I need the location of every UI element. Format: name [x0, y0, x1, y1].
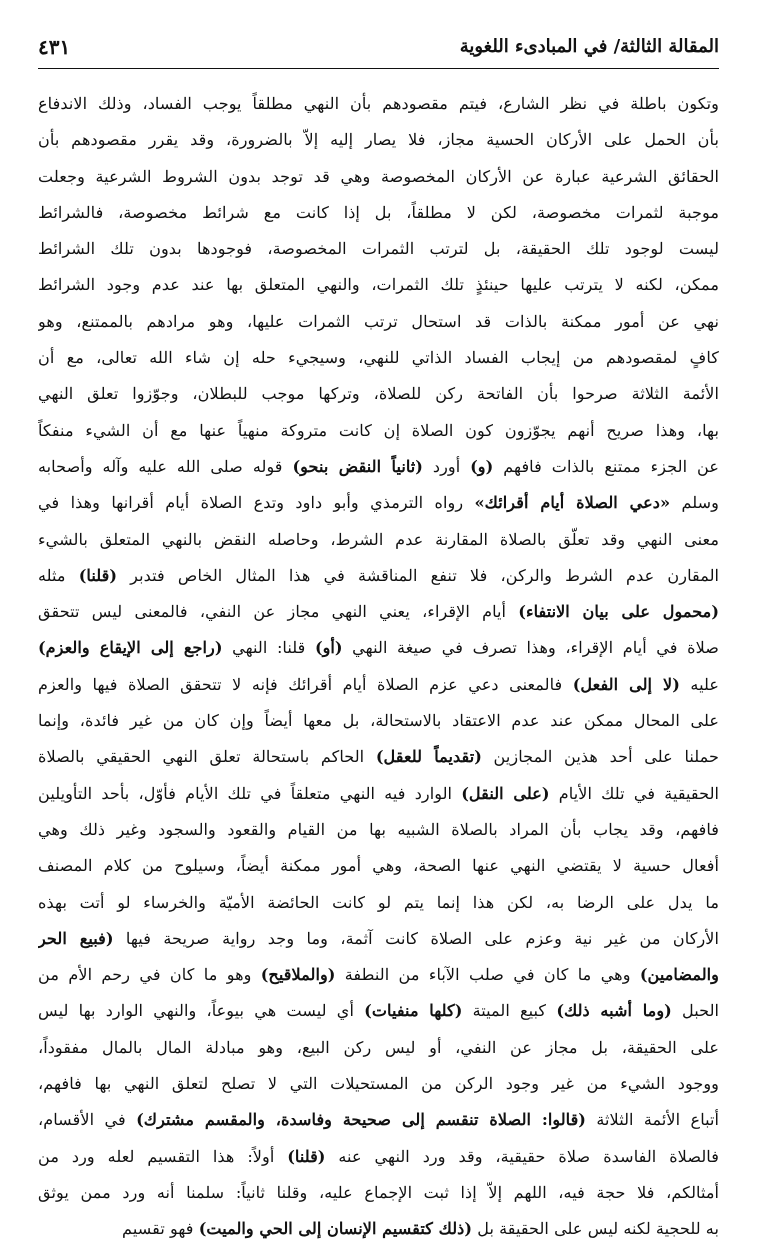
text-line: [38, 522, 719, 558]
bold-text-segment: (قالوا: الصلاة تنقسم إلى صحيحة وفاسدة، والمقسم مشترك): [136, 1110, 586, 1130]
text-segment: بأن الحمل على الأركان الحسية مجاز، فلا يصار إليه إلاّ بالضرورة، وقد يقرر مقصودهم بأن: [38, 130, 719, 150]
text-segment: فافهم، وقد يجاب بأن المراد بالصلاة الشبيه بها من القيام والقعود والسجود وغير ذلك وهي: [38, 819, 719, 839]
text-segment: وسلم: [670, 493, 719, 513]
text-line: [38, 594, 719, 630]
text-segment: في الأقسام،: [38, 1110, 137, 1130]
text-segment: الحاكم باستحالة تعلق النهي الحقيقي بالصلاة: [38, 747, 376, 767]
text-segment: صلاة في أيام الإقراء، وهذا تصرف في صيغة النهي: [342, 638, 719, 658]
text-line: [38, 122, 719, 158]
text-line: [38, 1139, 719, 1175]
text-segment: حملنا على أحد هذين المجازين: [481, 747, 719, 767]
text-line: [38, 413, 719, 449]
text-segment: فالمعنى دعي عزم الصلاة أيام أقرائك فإنه لا تتحقق الصلاة فيها والعزم: [38, 674, 573, 694]
bold-text-segment: (وما أشبه ذلك): [556, 1001, 672, 1021]
page-number: ٤٣١: [38, 35, 71, 59]
text-line: [38, 957, 719, 993]
text-segment: مثله: [38, 565, 79, 585]
text-segment: ما يدل على الرضا به، لكن هذا إنما يتم لو كانت الحائضة الأميّة والخرساء لو أتت بهذه: [38, 892, 719, 912]
text-line: [38, 304, 719, 340]
bold-text-segment: (قلنا): [78, 565, 117, 585]
text-line: [38, 776, 719, 812]
bold-text-segment: (والملاقيح): [260, 965, 336, 985]
text-segment: قلنا: النهي: [222, 638, 315, 658]
text-line: [38, 86, 719, 122]
text-segment: وتكون باطلة في نظر الشارع، فيتم مقصودهم بأن النهي مطلقاً يوجب الفساد، وذلك الاندفاع: [38, 94, 719, 113]
text-line: [38, 703, 719, 739]
text-segment: الحقيقية في تلك الأيام: [549, 783, 719, 803]
text-line: [38, 1030, 719, 1066]
text-segment: الحبل: [671, 1001, 719, 1021]
bold-text-segment: (لا إلى الفعل): [572, 674, 680, 694]
bold-text-segment: (قلنا): [287, 1146, 326, 1166]
bold-text-segment: (كلها منفيات): [364, 1001, 463, 1021]
text-segment: فالصلاة الفاسدة صلاة حقيقية، وقد ورد النهي عنه: [325, 1146, 719, 1166]
text-segment: ووجود الشيء من غير وجود الركن من المستحيلات التي لا تصلح لتعلق النهي بها فافهم،: [38, 1074, 719, 1094]
text-segment: على المحال ممكن عند عدم الاعتقاد بالاستحالة، بل معها أيضاً وإن كان من غير فائدة، وإنما: [38, 711, 719, 731]
text-segment: وهي ما كان في صلب الآباء من النطفة: [335, 965, 640, 985]
text-segment: بها، وهذا صريح أنهم يجوّزون كون الصلاة إن كانت متروكة منهياً عنها مع أن الشيء منفكاً: [38, 420, 719, 440]
text-segment: المقارن عدم الشرط والركن، فلا تنفع المناقشة في هذا المثال الخاص فتدبر: [117, 565, 719, 585]
bold-text-segment: (ثانياً النقض بنحو): [292, 456, 423, 476]
text-segment: الأركان من غير نية وعزم على الصلاة كانت آثمة، وما وجد رواية صريحة فيها: [113, 928, 719, 948]
bold-text-segment: والمضامين): [639, 965, 719, 985]
bold-text-segment: (و): [470, 456, 494, 476]
text-segment: موجبة لثمرات مخصوصة، لكن لا مطلقاً، بل إذا كانت مع شرائط مخصوصة، فالشرائط: [38, 202, 719, 222]
bold-text-segment: «دعي الصلاة أيام أقرائك»: [474, 493, 671, 513]
text-line: [38, 921, 719, 957]
text-segment: أي ليست هي بيوعاً، والنهي الوارد بها ليس: [38, 1001, 365, 1021]
text-segment: على الحقيقة، بل مجاز عن النفي، أو ليس ركن البيع، وهو مبادلة المال بالمال مفقوداً،: [38, 1037, 719, 1057]
bold-text-segment: (فبيع الحر: [38, 928, 114, 948]
text-line: [38, 376, 719, 412]
text-line: [38, 667, 719, 703]
text-line: [38, 848, 719, 884]
text-line: [38, 630, 719, 666]
text-line: [38, 195, 719, 231]
text-line: [38, 1175, 719, 1211]
text-line: [38, 231, 719, 267]
text-segment: كبيع الميتة: [462, 1001, 557, 1021]
bold-text-segment: (على النقل): [461, 783, 550, 803]
bold-text-segment: (ذلك كتقسيم الإنسان إلى الحي والميت): [198, 1219, 473, 1239]
text-segment: معنى النهي وقد تعلّق بالصلاة المقارنة عدم الشرط، وحاصله النقض بالنهي المتعلق بالشيء: [38, 529, 719, 549]
text-segment: ليست لوجود تلك الحقيقة، بل لترتب الثمرات المخصوصة، فوجودها بدون تلك الشرائط: [38, 239, 719, 259]
text-segment: قوله صلى الله عليه وآله وأصحابه: [38, 456, 293, 476]
text-line: [38, 1102, 719, 1138]
text-segment: ممكن، لكنه لا يترتب عليها حينئذٍ تلك الثمرات، والنهي المتعلق بها عند عدم وجود الشرائط: [38, 275, 719, 295]
text-segment: وهو ما كان في رحم الأم من: [38, 965, 261, 985]
text-line: [38, 885, 719, 921]
text-segment: رواه الترمذي وأبو داود وتدع الصلاة أيام أقرانها وهذا في: [38, 493, 475, 513]
text-line: [38, 485, 719, 521]
text-segment: فهو تقسيم: [122, 1219, 199, 1239]
text-segment: أولاً: هذا التقسيم لعله ورد من: [38, 1146, 288, 1166]
text-line: [38, 449, 719, 485]
text-segment: كافٍ لمقصودهم من إيجاب الفساد الذاتي للنهي، وسيجيء حله إن شاء الله تعالى، مع أن: [38, 348, 719, 368]
text-line: [38, 1211, 719, 1247]
text-segment: عن الجزء ممتنع بالذات فافهم: [493, 456, 719, 476]
text-line: [38, 558, 719, 594]
page-header: [38, 34, 719, 74]
text-segment: الحقائق الشرعية عبارة عن الأركان المخصوصة وهي قد توجد بدون الشروط الشرعية وجعلت: [38, 166, 719, 186]
text-segment: أيام الإقراء، يعني النهي مجاز عن النفي، فالمعنى ليس تتحقق: [38, 602, 519, 622]
bold-text-segment: (محمول على بيان الانتفاء): [518, 602, 719, 622]
text-line: [38, 812, 719, 848]
text-segment: أتباع الأئمة الثلاثة: [585, 1110, 719, 1130]
text-line: [38, 993, 719, 1029]
text-segment: عليه: [679, 674, 719, 694]
running-title: المقالة الثالثة/ في المبادىء اللغوية: [459, 36, 719, 57]
bold-text-segment: (أو): [314, 638, 343, 658]
text-line: [38, 340, 719, 376]
text-line: [38, 159, 719, 195]
text-segment: الوارد فيه النهي متعلقاً في تلك الأيام فأوّل، بأحد التأويلين: [38, 783, 462, 803]
text-segment: أورد: [422, 456, 471, 476]
text-line: [38, 267, 719, 303]
body-text: [38, 86, 719, 1248]
text-segment: به للحجية لكنه ليس على الحقيقة بل: [472, 1219, 719, 1239]
bold-text-segment: (راجع إلى الإيقاع والعزم): [38, 638, 223, 658]
text-segment: نهي عن أمور ممكنة بالذات قد استحال ترتب الثمرات عليها، وهو مرادهم بالممتنع، وهو: [38, 311, 719, 331]
text-segment: الأئمة الثلاثة صرحوا بأن الفاتحة ركن للصلاة، وتركها موجب للبطلان، وجوّزوا تعلق النهي: [38, 384, 719, 404]
text-line: [38, 1066, 719, 1102]
header-rule: [38, 68, 719, 69]
text-segment: أمثالكم، فلا حجة فيه، اللهم إلاّ إذا ثبت الإجماع عليه، وقلنا ثانياً: سلمنا أنه ورد ممن يوثق: [38, 1182, 719, 1202]
bold-text-segment: (تقديماً للعقل): [375, 747, 482, 767]
text-line: [38, 739, 719, 775]
text-segment: أفعال حسية لا يقتضي النهي عنها الصحة، وهي أمور ممكنة أيضاً، وسيلوح من كلام المصنف: [38, 856, 719, 876]
